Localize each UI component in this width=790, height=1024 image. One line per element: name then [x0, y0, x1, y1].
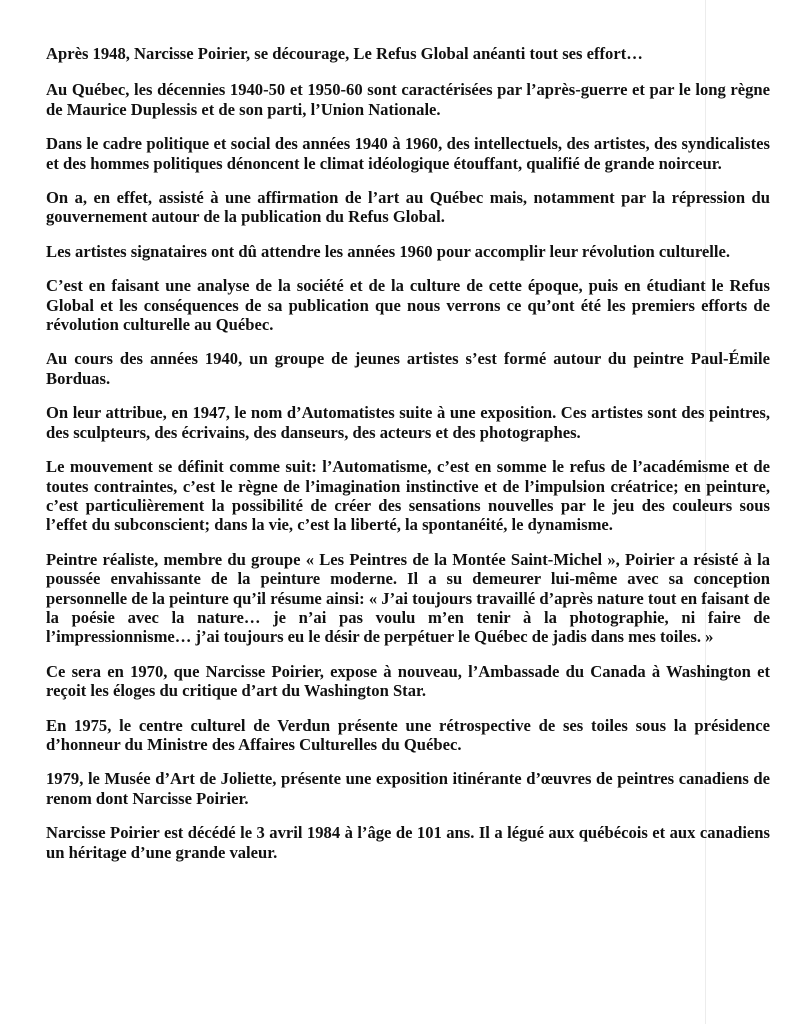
paragraph-context-quebec: Au Québec, les décennies 1940-50 et 1950-60 sont caractérisées par l’après-guerre et par le long règne de Maurice Duplessis et de son parti, l’Union Nationale. [46, 80, 770, 119]
paragraph-verdun-1975: En 1975, le centre culturel de Verdun présente une rétrospective de ses toiles sous la présidence d’honneur du Ministre des Affaires Culturelles du Québec. [46, 715, 770, 754]
paragraph-washington-1970: Ce sera en 1970, que Narcisse Poirier, expose à nouveau, l’Ambassade du Canada à Washington et reçoit les éloges du critique d’art du Washington Star. [46, 661, 770, 701]
paragraph-peintre-realiste: Peintre réaliste, membre du groupe « Les Peintres de la Montée Saint-Michel », Poirier a résisté à la poussée envahissante de la peinture moderne. Il a su demeurer lui-même avec sa conception personnelle de la peinture qu’il résume ainsi: « J’ai toujours travaillé d’après nature tout en faisant de la poésie avec la nature… je n’ai pas voulu m’en tenir à la photographie, ni faire de l’impressionnisme… j’ai toujours eu le désir de perpétuer le Québec de jadis dans mes toiles. » [46, 549, 770, 647]
paragraph-borduas: Au cours des années 1940, un groupe de jeunes artistes s’est formé autour du peintre Paul-Émile Borduas. [46, 349, 770, 388]
paragraph-revolution-culturelle: Les artistes signataires ont dû attendre les années 1960 pour accomplir leur révolution culturelle. [46, 241, 731, 261]
paragraph-intro: Après 1948, Narcisse Poirier, se décourage, Le Refus Global anéanti tout ses effort… [46, 44, 643, 63]
paragraph-joliette-1979: 1979, le Musée d’Art de Joliette, présente une exposition itinérante d’œuvres de peintres canadiens de renom dont Narcisse Poirier. [46, 769, 770, 808]
paragraph-definition-automatisme: Le mouvement se définit comme suit: l’Automatisme, c’est en somme le refus de l’académisme et de toutes contraintes, c’est le règne de l’imagination instinctive et de l’impulsion créatrice; en peinture, c’est particulièrement la possibilité de créer des sensations nouvelles par le jeu des couleurs sous l’effet du subconscient; dans la vie, c’est la liberté, la spontanéité, le dynamisme. [46, 457, 770, 535]
paragraph-automatistes: On leur attribue, en 1947, le nom d’Automatistes suite à une exposition. Ces artistes sont des peintres, des sculpteurs, des écrivains, des danseurs, des acteurs et des photographes. [46, 403, 770, 442]
paragraph-deces-1984: Narcisse Poirier est décédé le 3 avril 1984 à l’âge de 101 ans. Il a légué aux québécois et aux canadiens un héritage d’une grande valeur. [46, 823, 770, 862]
document-page [46, 44, 770, 877]
paragraph-analyse: C’est en faisant une analyse de la société et de la culture de cette époque, puis en étudiant le Refus Global et les conséquences de sa publication que nous verrons ce qu’ont été les premiers efforts de révolution culturelle au Québec. [46, 276, 770, 335]
paragraph-affirmation-art: On a, en effet, assisté à une affirmation de l’art au Québec mais, notamment par la répression du gouvernement autour de la publication du Refus Global. [46, 188, 770, 227]
paragraph-grande-noirceur: Dans le cadre politique et social des années 1940 à 1960, des intellectuels, des artistes, des syndicalistes et des hommes politiques dénoncent le climat idéologique étouffant, qualifié de grande noirceur. [46, 134, 770, 173]
